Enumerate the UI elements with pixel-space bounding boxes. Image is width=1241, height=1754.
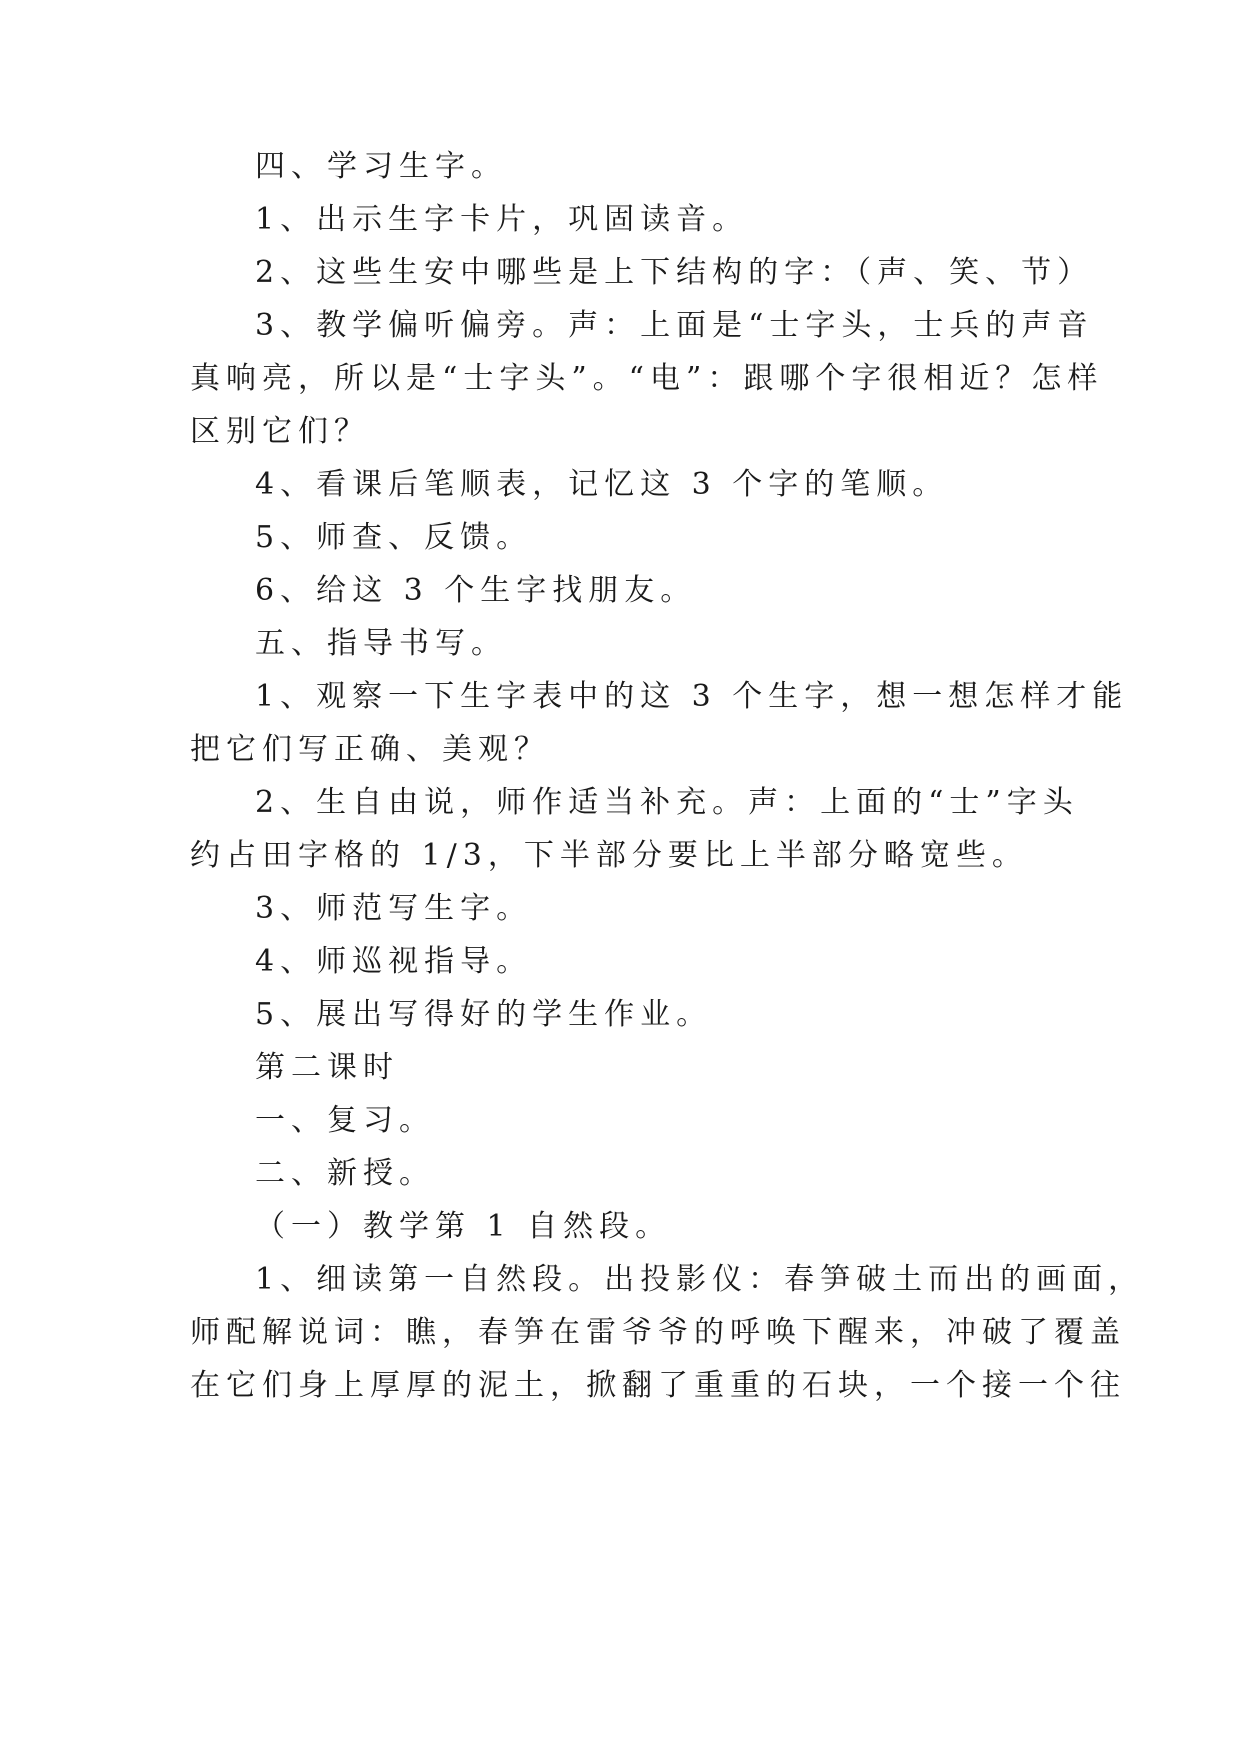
text-line: 4、师巡视指导。	[255, 944, 533, 979]
text-line: 2、这些生安中哪些是上下结构的字：（声、笑、节）	[255, 255, 1094, 290]
text-line: 真响亮，所以是“士字头”。“电”：跟哪个字很相近？怎样	[190, 361, 1104, 396]
text-line: 把它们写正确、美观？	[190, 732, 550, 767]
text-line: 区别它们？	[190, 414, 370, 449]
text-line: 在它们身上厚厚的泥土，掀翻了重重的石块，一个接一个往	[190, 1368, 1126, 1403]
text-line: 1、出示生字卡片，巩固读音。	[255, 202, 749, 237]
text-line: 2、生自由说，师作适当补充。声：上面的“士”字头	[255, 785, 1079, 820]
section-heading: 第二课时	[255, 1050, 399, 1085]
text-line: 五、指导书写。	[255, 626, 507, 661]
text-line: 3、师范写生字。	[255, 891, 533, 926]
text-line: 6、给这 3 个生字找朋友。	[255, 573, 697, 608]
text-line: 5、展出写得好的学生作业。	[255, 997, 713, 1032]
text-line: 5、师查、反馈。	[255, 520, 533, 555]
text-line: 3、教学偏听偏旁。声：上面是“士字头，士兵的声音	[255, 308, 1094, 343]
text-line: 师配解说词：瞧，春笋在雷爷爷的呼唤下醒来，冲破了覆盖	[190, 1315, 1126, 1350]
text-line: 一、复习。	[255, 1103, 435, 1138]
text-line: 约占田字格的 1/3，下半部分要比上半部分略宽些。	[190, 838, 1028, 873]
text-line: 1、细读第一自然段。出投影仪：春笋破土而出的画面，	[255, 1262, 1145, 1297]
text-line: 四、学习生字。	[255, 149, 507, 184]
text-line: （一）教学第 1 自然段。	[255, 1209, 672, 1244]
text-line: 4、看课后笔顺表，记忆这 3 个字的笔顺。	[255, 467, 949, 502]
text-line: 1、观察一下生字表中的这 3 个生字，想一想怎样才能	[255, 679, 1129, 714]
text-line: 二、新授。	[255, 1156, 435, 1191]
